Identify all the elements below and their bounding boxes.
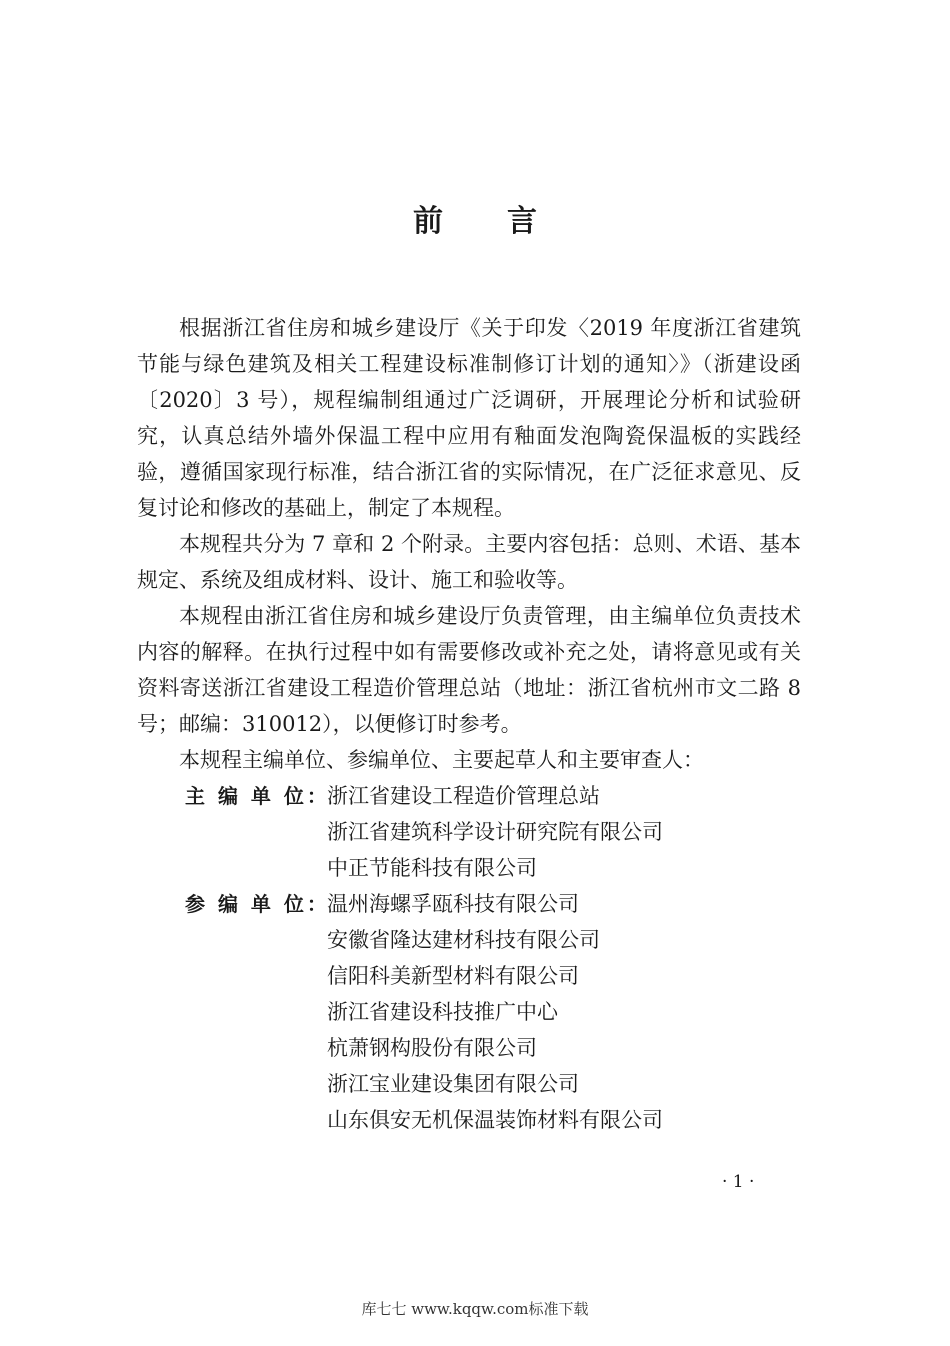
participating-unit-item: 浙江宝业建设集团有限公司 (327, 1072, 579, 1096)
participating-unit-item: 杭萧钢构股份有限公司 (327, 1036, 537, 1060)
paragraph-contents: 本规程共分为 7 章和 2 个附录。主要内容包括：总则、术语、基本规定、系统及组成材料、设计、施工和验收等。 (137, 532, 801, 592)
page-number: · 1 · (722, 1172, 755, 1192)
title-char-2: 言 (507, 204, 537, 239)
paragraph-basis: 根据浙江省住房和城乡建设厅《关于印发〈2019 年度浙江省建筑节能与绿色建筑及相关工程建设标准制修订计划的通知〉》（浙建设函〔2020〕3 号），规程编制组通过广泛调研，开展理论分析和试验研究，认真总结外墙外保温工程中应用有釉面发泡陶瓷保温板的实践经验，遵循国家现行标准，结合浙江省的实际情况，在广泛征求意见、反复讨论和修改的基础上，制定了本规程。 (137, 316, 801, 520)
page-title (0, 198, 950, 246)
title-char-1: 前 (413, 204, 443, 239)
chief-units-block (137, 778, 801, 886)
chief-unit-item: 浙江省建设工程造价管理总站 (327, 784, 600, 808)
preface-body (137, 310, 801, 1138)
chief-units-list (327, 778, 663, 886)
participating-unit-item: 安徽省隆达建材科技有限公司 (327, 928, 600, 952)
participating-unit-item: 信阳科美新型材料有限公司 (327, 964, 579, 988)
paragraph-management: 本规程由浙江省住房和城乡建设厅负责管理，由主编单位负责技术内容的解释。在执行过程中如有需要修改或补充之处，请将意见或有关资料寄送浙江省建设工程造价管理总站（地址：浙江省杭州市文二路 8 号；邮编：310012），以便修订时参考。 (137, 604, 801, 736)
paragraph-units-intro: 本规程主编单位、参编单位、主要起草人和主要审查人： (179, 748, 704, 772)
participating-unit-item: 浙江省建设科技推广中心 (327, 1000, 558, 1024)
participating-units-label: 参 编 单 位： (185, 892, 330, 916)
participating-units-list (327, 886, 663, 1138)
chief-unit-item: 中正节能科技有限公司 (327, 856, 537, 880)
watermark-footer: 库七七 www.kqqw.com标准下载 (361, 1300, 589, 1318)
participating-unit-item: 温州海螺孚瓯科技有限公司 (327, 892, 579, 916)
chief-units-label: 主 编 单 位： (185, 784, 330, 808)
chief-unit-item: 浙江省建筑科学设计研究院有限公司 (327, 820, 663, 844)
participating-units-block (137, 886, 801, 1138)
participating-unit-item: 山东俱安无机保温装饰材料有限公司 (327, 1108, 663, 1132)
